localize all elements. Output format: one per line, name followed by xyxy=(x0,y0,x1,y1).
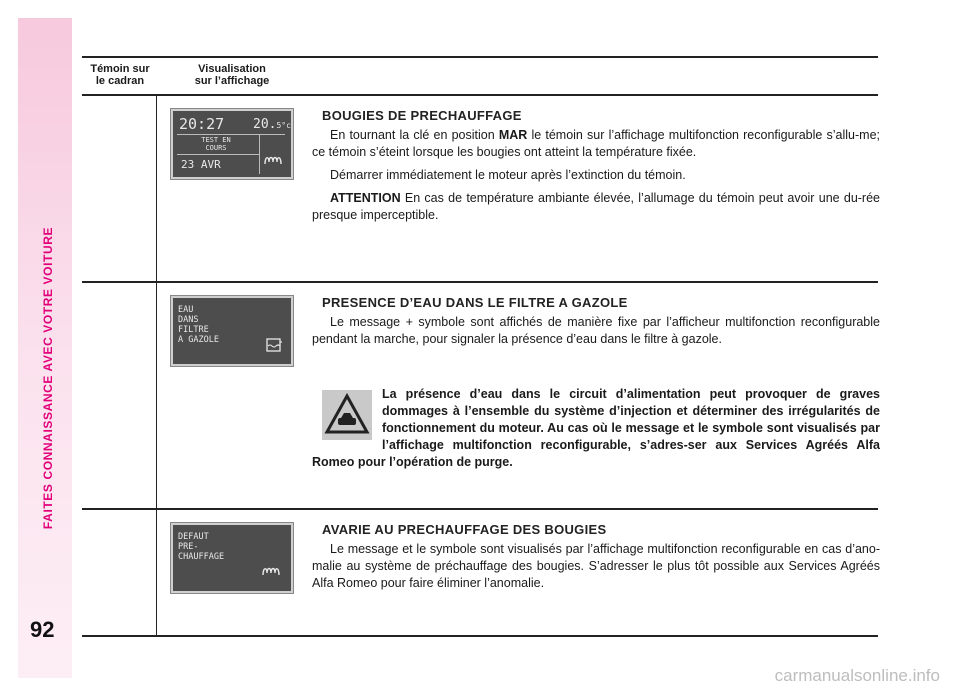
warning-text: La présence d’eau dans le circuit d’alimentation peut provoquer de graves dommages à l’ensemble du système d’injection et déterminer des irrégularités de fonctionnement du moteur. Au cas où le message et le symbole sont visualisés par l’affichage multifonction reconfigurable, s’adres-ser aux Services Agréés Alfa Romeo pour l’opération de purge. xyxy=(312,387,880,469)
lcd-message: DEFAUT PRE- CHAUFFAGE xyxy=(178,532,225,562)
paragraph: ATTENTION En cas de température ambiante élevée, l’allumage du témoin peut avoir une du-rée presque imperceptible. xyxy=(312,191,880,222)
glow-plug-icon xyxy=(263,154,283,173)
lcd-display-glow-plugs xyxy=(171,109,293,179)
lcd-divider xyxy=(259,134,260,174)
paragraph: Le message et le symbole sont visualisés par l’affichage multifonction reconfigurable en cas d’ano-malie au système de préchauffage des bougies. S’adresser le plus tôt possible aux Services Agréés Alfa Romeo pour faire éliminer l’anomalie. xyxy=(312,542,880,590)
paragraph: En tournant la clé en position MAR le témoin sur l’affichage multifonction reconfigurable s’allu-me; ce témoin s’éteint lorsque les bougies ont atteint la température fixée. xyxy=(312,128,880,159)
table-top-rule xyxy=(82,56,878,58)
warning-icon xyxy=(322,390,372,440)
row-rule xyxy=(82,281,878,283)
section-glow-plugs xyxy=(312,108,880,230)
section-title: AVARIE AU PRECHAUFFAGE DES BOUGIES xyxy=(322,522,607,537)
lcd-display-glow-plug-fault xyxy=(171,523,293,593)
sidebar-label: FAITES CONNAISSANCE AVEC VOTRE VOITURE xyxy=(41,226,55,530)
column-divider xyxy=(156,96,157,636)
lcd-time: 20:27 xyxy=(179,115,225,133)
paragraph: Démarrer immédiatement le moteur après l’extinction du témoin. xyxy=(330,168,686,182)
watermark-url[interactable]: carmanualsonline.info xyxy=(774,666,940,685)
paragraph: Le message + symbole sont affichés de manière fixe par l’afficheur multifonction reconfigurable pendant la marche, pour signaler la présence d’eau dans le filtre à gazole. xyxy=(312,315,880,346)
section-title: PRESENCE D’EAU DANS LE FILTRE A GAZOLE xyxy=(322,295,628,310)
row-rule xyxy=(82,508,878,510)
section-glow-plug-fault xyxy=(312,522,880,598)
column-header-display: Visualisation sur l’affichage xyxy=(194,63,270,87)
lcd-divider xyxy=(177,154,259,155)
header-rule xyxy=(82,94,878,96)
lcd-date: 23 AVR xyxy=(181,158,221,171)
column-header-dial: Témoin sur le cadran xyxy=(90,63,150,87)
page-number: 92 xyxy=(30,617,55,642)
section-title: BOUGIES DE PRECHAUFFAGE xyxy=(322,108,522,123)
lcd-message: TEST EN COURS xyxy=(201,136,231,152)
glow-plug-icon xyxy=(261,565,281,584)
lcd-temperature: 20.5°c xyxy=(253,117,291,132)
table-bottom-rule xyxy=(82,635,878,637)
lcd-divider xyxy=(177,134,285,135)
warning-notice xyxy=(312,386,880,471)
water-in-fuel-icon xyxy=(265,336,283,359)
lcd-display-water-in-fuel xyxy=(171,296,293,366)
lcd-message: EAU DANS FILTRE A GAZOLE xyxy=(178,305,219,345)
section-water-in-filter xyxy=(312,295,880,354)
